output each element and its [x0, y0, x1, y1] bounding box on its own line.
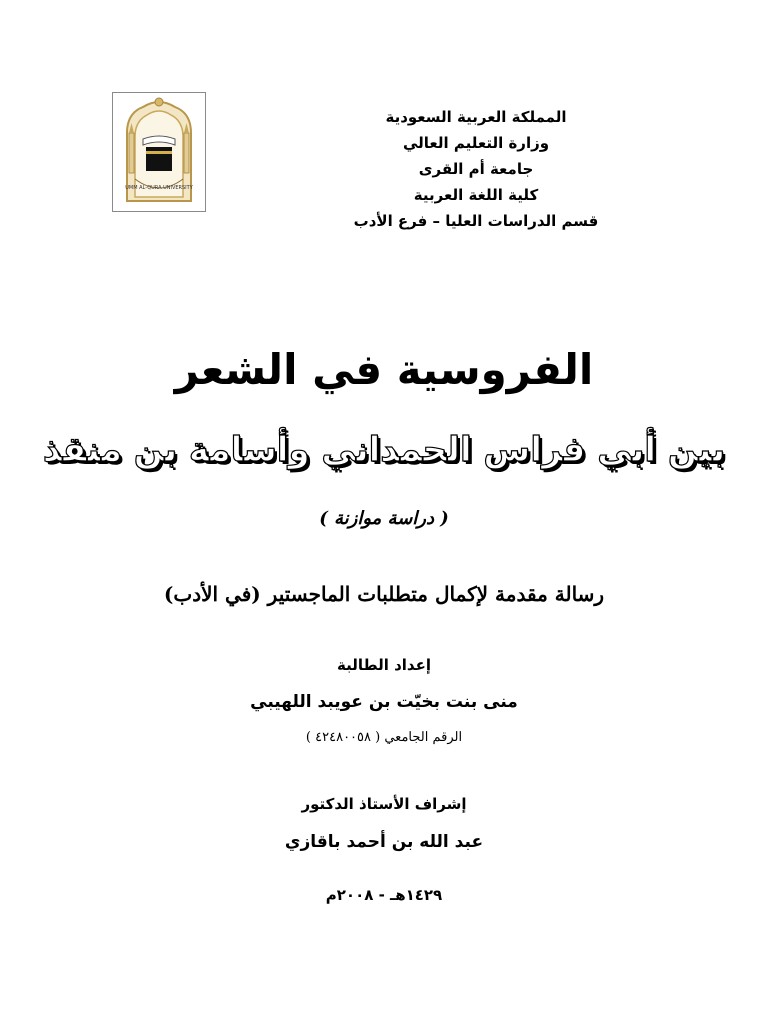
prepared-by-label: إعداد الطالبة — [337, 656, 431, 674]
institution-header — [326, 104, 626, 234]
student-id: الرقم الجامعي ( ٤٢٤٨٠٠٥٨ ) — [305, 730, 463, 745]
thesis-statement: رسالة مقدمة لإكمال متطلبات الماجستير (في الأدب) — [163, 582, 605, 606]
student-name: منى بنت بخيّت بن عويبد اللهيبي — [250, 692, 518, 712]
thesis-subtitle: بين أبي فراس الحمداني وأسامة بن منقذ — [42, 430, 726, 470]
institution-line-country: المملكة العربية السعودية — [385, 108, 567, 126]
institution-line-college: كلية اللغة العربية — [413, 186, 539, 204]
supervision-label: إشراف الأستاذ الدكتور — [301, 795, 467, 813]
thesis-title: الفروسية في الشعر — [174, 345, 594, 394]
submission-date: ١٤٢٩هـ - ٢٠٠٨م — [325, 886, 443, 904]
supervisor-name: عبد الله بن أحمد باقازي — [284, 832, 484, 852]
institution-line-university: جامعة أم القرى — [418, 160, 534, 178]
university-logo — [112, 92, 206, 212]
umm-al-qura-university-logo-icon — [113, 93, 205, 211]
study-type: ( دراسة موازنة ) — [319, 508, 449, 529]
logo-text: UMM AL-QURA UNIVERSITY — [125, 185, 193, 191]
institution-line-department: قسم الدراسات العليا – فرع الأدب — [353, 212, 599, 230]
institution-line-ministry: وزارة التعليم العالي — [402, 134, 550, 152]
